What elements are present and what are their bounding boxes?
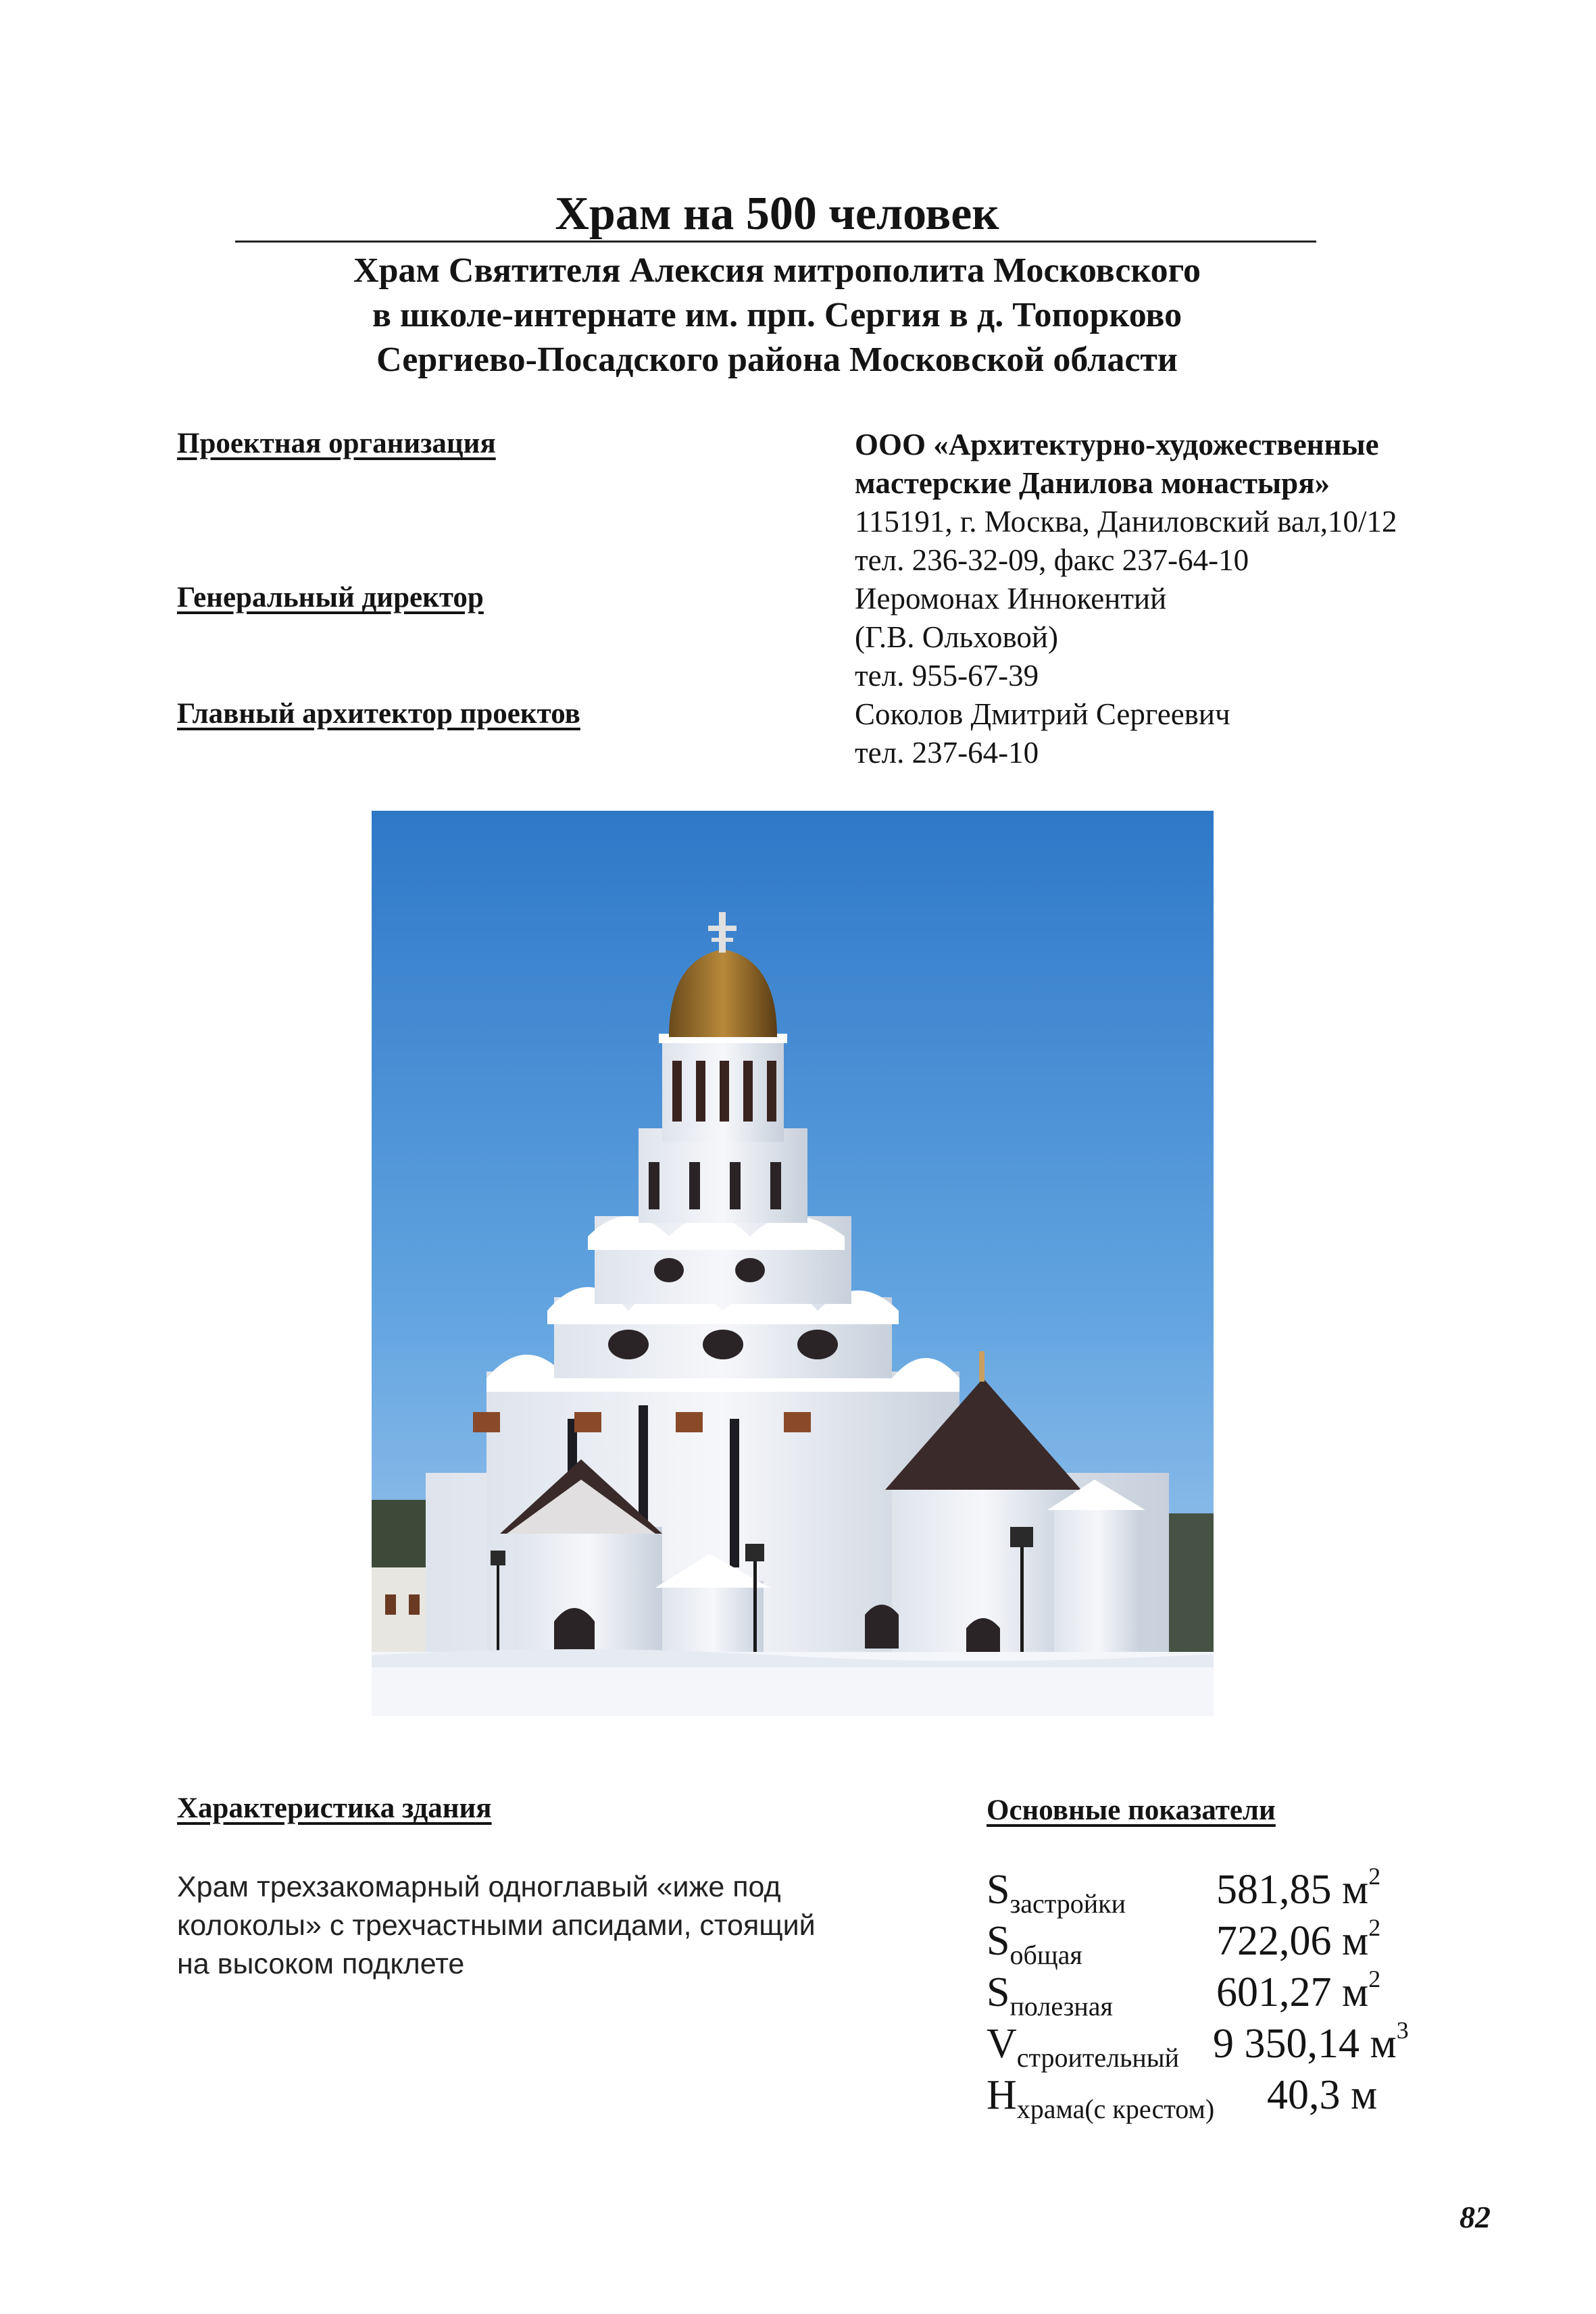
indicator-row — [987, 1863, 1381, 1919]
indicator-value — [1216, 1863, 1381, 1914]
org-address: 115191, г. Москва, Даниловский вал,10/12 — [855, 505, 1397, 538]
characteristics-heading: Характеристика здания — [177, 1792, 492, 1824]
label-project-organization: Проектная организация — [177, 428, 496, 459]
indicator-value — [1216, 1914, 1381, 1965]
subtitle-line: Сергиево-Посадского района Московской области — [376, 341, 1178, 379]
indicator-subscript: полезная — [1009, 1991, 1113, 2021]
indicator-subscript: храма(с крестом) — [1016, 2094, 1215, 2124]
indicator-subscript: застройки — [1009, 1888, 1126, 1919]
indicator-symbol: V — [987, 2021, 1017, 2067]
characteristics-line: на высоком подклете — [177, 1948, 465, 1980]
indicator-value — [1216, 1965, 1381, 2017]
director-secular-name: (Г.В. Ольховой) — [855, 620, 1058, 654]
indicator-value-text: 9 350,14 м — [1213, 2021, 1397, 2067]
indicator-value-text: 581,85 м — [1216, 1867, 1369, 1913]
characteristics-line: колоколы» с трехчастными апсидами, стоящий — [177, 1909, 816, 1942]
org-phone: тел. 236-32-09, факс 237-64-10 — [855, 543, 1249, 577]
indicator-row — [987, 1914, 1381, 1970]
indicator-symbol: H — [987, 2072, 1017, 2118]
subtitle-line: Храм Святителя Алексия митрополита Московского — [353, 251, 1201, 290]
label-general-director: Генеральный директор — [177, 582, 484, 613]
indicator-value-text: 40,3 м — [1267, 2072, 1378, 2118]
org-name-line-1: ООО «Архитектурно-художественные — [855, 428, 1379, 461]
indicator-value-text: 601,27 м — [1216, 1969, 1369, 2015]
indicator-exponent: 2 — [1368, 1965, 1381, 1992]
church-photo — [372, 811, 1214, 1716]
director-phone: тел. 955-67-39 — [855, 659, 1039, 693]
title-underline — [235, 241, 1316, 243]
indicator-symbol: S — [987, 1918, 1010, 1964]
indicators-heading: Основные показатели — [987, 1794, 1276, 1826]
architect-name: Соколов Дмитрий Сергеевич — [855, 697, 1230, 731]
indicator-row — [987, 2017, 1409, 2073]
indicator-symbol: S — [987, 1969, 1010, 2015]
page-title: Храм на 500 человек — [555, 188, 999, 240]
characteristics-text — [177, 1868, 880, 1984]
indicator-value — [1213, 2017, 1409, 2068]
indicator-subscript: строительный — [1016, 2042, 1180, 2073]
indicator-exponent: 3 — [1396, 2017, 1409, 2044]
indicator-row — [987, 2071, 1378, 2124]
subtitle-line: в школе-интернате им. прп. Сергия в д. Топорково — [372, 296, 1182, 334]
indicator-subscript: общая — [1009, 1940, 1082, 1970]
org-name-line-2: мастерские Данилова монастыря» — [855, 466, 1330, 500]
contact-info — [855, 426, 1530, 772]
architect-phone: тел. 237-64-10 — [855, 736, 1039, 770]
indicator-exponent: 2 — [1368, 1914, 1381, 1941]
indicator-value-text: 722,06 м — [1216, 1918, 1369, 1964]
indicator-symbol: S — [987, 1867, 1010, 1913]
page-number: 82 — [1460, 2200, 1491, 2234]
label-chief-architect: Главный архитектор проектов — [177, 698, 580, 730]
director-name: Иеромонах Иннокентий — [855, 582, 1167, 615]
subtitle — [203, 249, 1351, 382]
characteristics-line: Храм трехзакомарный одноглавый «иже под — [177, 1871, 781, 1903]
indicator-row — [987, 1965, 1381, 2021]
indicator-value — [1267, 2071, 1377, 2119]
indicator-exponent: 2 — [1368, 1863, 1381, 1890]
